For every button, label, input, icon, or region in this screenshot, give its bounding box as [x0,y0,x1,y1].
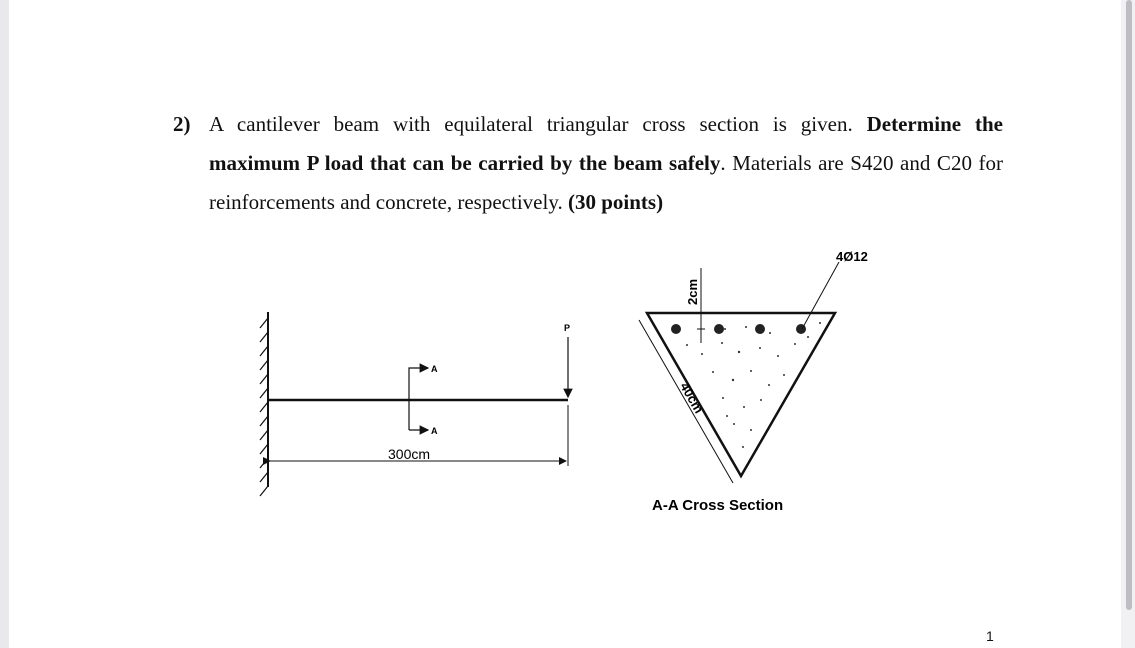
cover-label: 2cm [685,278,700,306]
span-label: 300cm [388,446,431,462]
question-points: (30 points) [567,190,664,214]
concrete-aggregate-texture [686,322,821,448]
question-number: 2) [173,112,191,136]
triangle-outline [647,313,835,476]
cantilever-beam-diagram [260,312,570,496]
cross-section-caption: A-A Cross Section [652,497,784,514]
rebar-1 [671,324,681,334]
rebar-2 [714,324,724,334]
triangular-cross-section [639,249,868,514]
question-task: Determine the maximum P load that can be carried by the beam safely [209,112,1003,175]
rebar-leader-line [802,262,839,329]
reinforcement-label: 4Ø12 [836,249,868,264]
section-mark-top: A [431,364,438,374]
question-intro: A cantilever beam with equilateral triangular cross section is given. [209,112,853,136]
rebar-3 [755,324,765,334]
question-materials: . Materials are S420 and C20 for reinforcements and concrete, respectively. [209,151,1004,214]
reinforcement-bars [671,324,806,334]
support-hatching [260,318,268,496]
side-length-label: 40cm [677,379,707,416]
load-label: P [564,323,571,333]
page-number: 1 [986,628,994,644]
section-mark-bottom: A [431,426,438,436]
